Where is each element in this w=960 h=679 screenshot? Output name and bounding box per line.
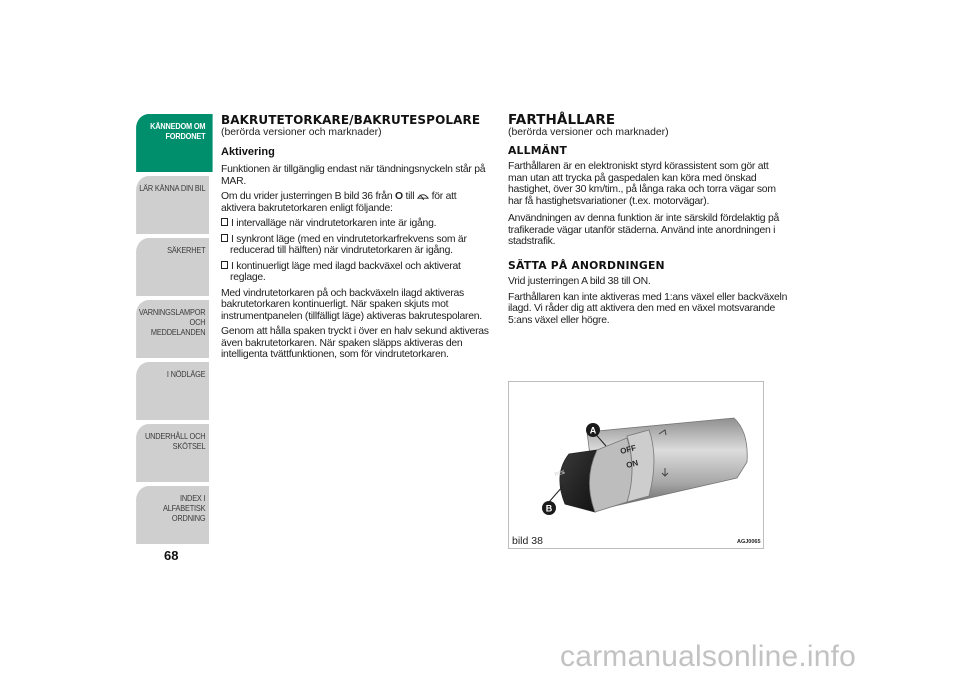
text: Om du vrider justerringen B bild 36 från <box>221 191 393 202</box>
text: för att aktivera bakrutetorkaren enligt följande: <box>221 191 457 214</box>
paragraph: Användningen av denna funktion är inte särskild fördelaktig på trafikerade vägar utanför städerna. Använd inte anordningen i stadstrafik. <box>508 213 780 247</box>
tab-i-nodlage[interactable]: I NÖDLÄGE <box>136 362 209 420</box>
rear-wiper-icon <box>417 192 429 200</box>
heading-satta-pa-anordningen: SÄTTA PÅ ANORDNINGEN <box>508 258 665 272</box>
section-title-farthallare: FARTHÅLLARE <box>508 112 616 128</box>
lever-illustration <box>508 381 764 549</box>
paragraph: Funktionen är tillgänglig endast när tändningsnyckeln står på MAR. <box>221 164 486 187</box>
figure-code: AGJ0065 <box>737 539 761 545</box>
left-column <box>221 113 493 365</box>
paragraph: Genom att hålla spaken tryckt i över en halv sekund aktiveras även bakrutetorkaren. När spaken släpps aktiveras den intelligenta tvättfunktionen, som för vindrutetorkaren. <box>221 326 489 360</box>
cruise-control-lever-drawing <box>509 382 763 548</box>
lever-off-label: OFF <box>619 443 638 456</box>
marker-a-label: A <box>589 425 597 436</box>
paragraph: Farthållaren är en elektroniskt styrd körassistent som gör att man utan att trycka på gaspedalen kan köra med önskad hastighet, över 30 km/tim., på långa raka och torra vägar som har få hastighetsvariationer (t.ex. motorvägar). <box>508 161 776 207</box>
lever-res-label: RES <box>554 469 566 478</box>
tab-underhall-och-skotsel[interactable]: UNDERHÅLL OCH SKÖTSEL <box>136 424 209 482</box>
right-column <box>508 113 790 330</box>
tab-sakerhet[interactable]: SÄKERHET <box>136 238 209 296</box>
tab-varningslampor[interactable]: VARNINGSLAMPOR OCH MEDDELANDEN <box>136 300 209 358</box>
figure-caption: bild 38 <box>512 535 543 547</box>
paragraph: Med vindrutetorkaren på och backväxeln ilagd aktiveras bakrutetorkaren kontinuerligt. När spaken skjuts mot instrumentpanelen (tillfälligt läge) aktiveras bakrutespolaren. <box>221 287 482 322</box>
list-item: I intervalläge när vindrutetorkaren inte är igång. <box>221 218 493 230</box>
checkbox-bullet-icon <box>221 261 228 269</box>
paragraph: Vrid justerringen A bild 38 till ON. <box>508 276 651 287</box>
tab-index[interactable]: INDEX I ALFABETISK ORDNING <box>136 486 209 544</box>
tab-lar-kanna-din-bil[interactable]: LÄR KÄNNA DIN BIL <box>136 176 209 234</box>
paragraph-rotate-ring <box>221 191 493 214</box>
lever-on-label: ON <box>625 458 640 470</box>
text: till <box>405 191 415 202</box>
list-item: I kontinuerligt läge med ilagd backväxel och aktiverat reglage. <box>221 261 493 284</box>
tab-kannedom-om-fordonet[interactable]: KÄNNEDOM OM FORDONET <box>136 114 209 172</box>
section-subtitle: (berörda versioner och marknader) <box>508 127 669 138</box>
heading-aktivering: Aktivering <box>221 145 275 158</box>
checkbox-bullet-icon <box>221 234 228 242</box>
page-number: 68 <box>164 548 179 563</box>
paragraph: Farthållaren kan inte aktiveras med 1:ans växel eller backväxeln ilagd. Vi råder dig att aktivera den med en växel motsvarande 5:ans växel eller högre. <box>508 291 788 326</box>
marker-b-label: B <box>545 503 553 514</box>
watermark: carmanualsonline.info <box>560 640 857 673</box>
heading-allmant: ALLMÄNT <box>508 143 568 157</box>
list-item: I synkront läge (med en vindrutetorkarfrekvens som är reducerad till hälften) när vindrutetorkaren är igång. <box>221 234 493 257</box>
section-title-bakrutetorkare: BAKRUTETORKARE/BAKRUTESPOLARE <box>221 113 481 127</box>
checkbox-bullet-icon <box>221 218 228 226</box>
section-subtitle: (berörda versioner och marknader) <box>221 127 382 138</box>
off-symbol: O <box>395 191 403 202</box>
